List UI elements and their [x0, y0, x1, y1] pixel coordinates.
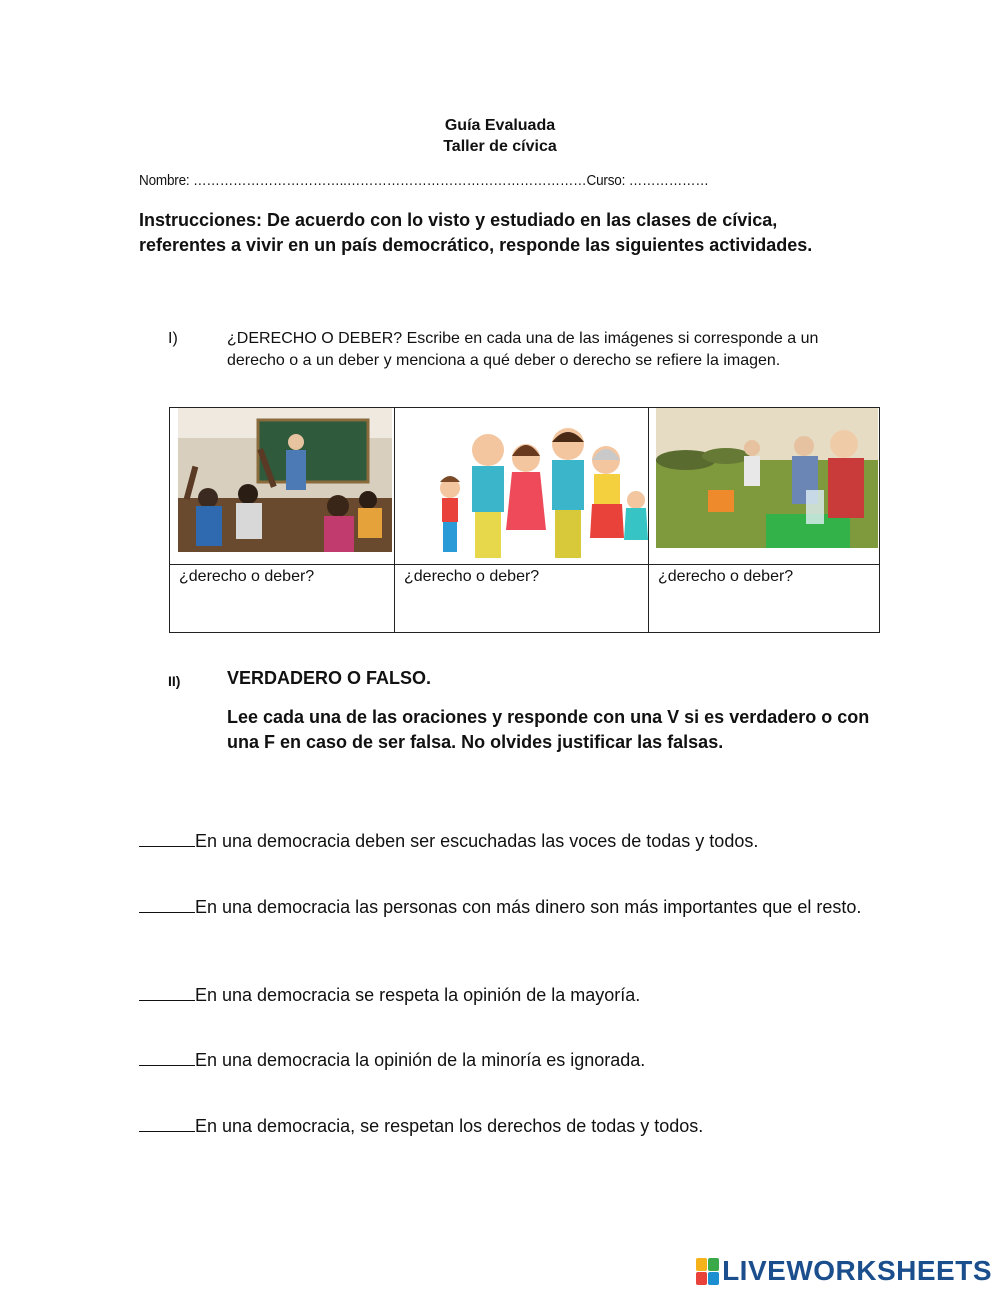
- name-course-line: Nombre: ……………………………..………………………………………………Curso: ………………: [139, 172, 709, 189]
- answer-cell-2[interactable]: ¿derecho o deber?: [395, 565, 649, 633]
- image-cell-family: [395, 408, 649, 565]
- section1-text: ¿DERECHO O DEBER? Escribe en cada una de las imágenes si corresponde a un derecho o a un deber y menciona a qué deber o derecho se refiere la imagen.: [227, 330, 819, 369]
- logo-icon: [696, 1258, 718, 1284]
- answer-blank-4[interactable]: [139, 1049, 195, 1066]
- statement-text: En una democracia, se respetan los derechos de todas y todos.: [195, 1116, 704, 1136]
- statement-4: [139, 1049, 879, 1071]
- statement-text: En una democracia la opinión de la minoría es ignorada.: [195, 1050, 646, 1070]
- statement-5: [139, 1115, 879, 1137]
- worksheet-title: Guía Evaluada: [444, 117, 556, 134]
- statement-text: En una democracia las personas con más dinero son más importantes que el resto.: [195, 897, 862, 917]
- answer-cell-3[interactable]: ¿derecho o deber?: [649, 565, 880, 633]
- answer-cell-1[interactable]: ¿derecho o deber?: [170, 565, 395, 633]
- park-image: [656, 408, 878, 548]
- image-cell-classroom: [170, 408, 395, 565]
- statement-3: [139, 984, 879, 1006]
- image-cell-park: [649, 408, 880, 565]
- logo-text: LIVEWORKSHEETS: [722, 1255, 992, 1286]
- section2-instructions: Lee cada una de las oraciones y responde con una V si es verdadero o con una F en caso de ser falsa. No olvides justificar las falsas.: [227, 707, 870, 752]
- instructions: Instrucciones: De acuerdo con lo visto y estudiado en las clases de cívica, referentes a vivir en un país democrático, responde las siguientes actividades.: [139, 210, 813, 255]
- answer-blank-3[interactable]: [139, 984, 195, 1001]
- answer-blank-2[interactable]: [139, 896, 195, 913]
- image-table: [169, 407, 880, 633]
- classroom-image: [178, 408, 392, 552]
- statement-text: En una democracia se respeta la opinión de la mayoría.: [195, 985, 641, 1005]
- section2-title: VERDADERO O FALSO.: [227, 668, 432, 688]
- liveworksheets-logo: [696, 1255, 992, 1287]
- answer-blank-1[interactable]: [139, 830, 195, 847]
- answer-blank-5[interactable]: [139, 1115, 195, 1132]
- statement-text: En una democracia deben ser escuchadas las voces de todas y todos.: [195, 831, 759, 851]
- section2-number: II): [168, 673, 181, 689]
- family-image: [428, 420, 648, 560]
- section1-number: I): [168, 330, 178, 347]
- statement-1: [139, 830, 879, 852]
- worksheet-subtitle: Taller de cívica: [443, 138, 557, 155]
- statement-2: [139, 896, 879, 918]
